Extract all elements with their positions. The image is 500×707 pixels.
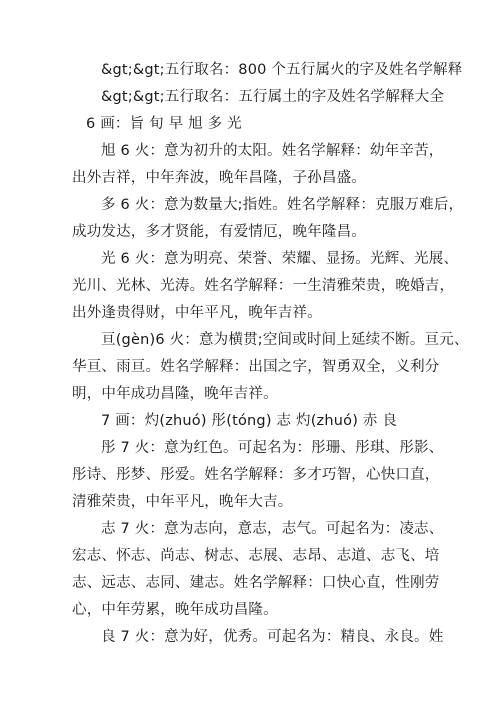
paragraph-line: 清雅荣贵，中年平凡，晚年大吉。 <box>72 494 293 510</box>
paragraph-line: 良 7 火：意为好，优秀。可起名为：精良、永良。姓 <box>101 629 444 645</box>
paragraph-line: 明，中年成功昌隆，晚年吉祥。 <box>72 386 278 402</box>
paragraph-line: 多 6 火：意为数量大;指姓。姓名学解释：克服万难后， <box>101 197 464 213</box>
paragraph-line: 彤 7 火：意为红色。可起名为：彤珊、彤琪、彤影、 <box>101 440 444 456</box>
paragraph-line: 亘(gèn)6 火：意为横贯;空间或时间上延续不断。亘元、 <box>101 332 469 348</box>
paragraph-line: 出外吉祥，中年奔波，晚年昌隆，子孙昌盛。 <box>72 170 366 186</box>
document-body <box>72 60 469 647</box>
paragraph-line: 成功发达，多才贤能，有爱情厄，晚年隆昌。 <box>72 224 366 240</box>
paragraph-xu <box>72 141 444 188</box>
paragraph-line: 出外逢贵得财，中年平凡，晚年吉祥。 <box>72 305 322 321</box>
paragraph-tong <box>72 438 444 512</box>
stroke-7-heading: 7 画：灼(zhuó) 彤(tóng) 志 灼(zhuó) 赤 良 <box>101 413 398 429</box>
paragraph-line: 心，中年劳累，晚年成功昌隆。 <box>72 602 278 618</box>
paragraph-line: 光川、光林、光涛。姓名学解释：一生清雅荣贵，晚婚吉， <box>72 278 455 294</box>
paragraph-guang <box>72 249 459 323</box>
paragraph-gen <box>72 330 469 404</box>
stroke-6-heading: 6 画：旨 旬 早 旭 多 光 <box>86 116 242 132</box>
paragraph-line: 光 6 火：意为明亮、荣誉、荣耀、显扬。光辉、光展、 <box>101 251 459 267</box>
paragraph-line: 旭 6 火：意为初升的太阳。姓名学解释：幼年辛苦， <box>101 143 444 159</box>
paragraph-liang <box>72 627 444 647</box>
paragraph-line: 宏志、怀志、尚志、树志、志展、志昂、志道、志飞、培 <box>72 548 440 564</box>
paragraph-line: 志 7 火：意为志向，意志，志气。可起名为：凌志、 <box>101 521 444 537</box>
paragraph-line: 志、远志、志同、建志。姓名学解释：口快心直，性刚劳 <box>72 575 440 591</box>
related-link-earth-names[interactable]: &gt;&gt;五行取名：五行属土的字及姓名学解释大全 <box>101 89 445 105</box>
paragraph-duo <box>72 195 464 242</box>
paragraph-line: 华亘、雨亘。姓名学解释：出国之字，智勇双全，义利分 <box>72 359 440 375</box>
related-link-fire-names[interactable]: &gt;&gt;五行取名：800 个五行属火的字及姓名学解释 <box>101 62 463 78</box>
paragraph-zhi <box>72 519 444 620</box>
paragraph-line: 彤诗、彤梦、彤爱。姓名学解释：多才巧智，心快口直， <box>72 467 440 483</box>
